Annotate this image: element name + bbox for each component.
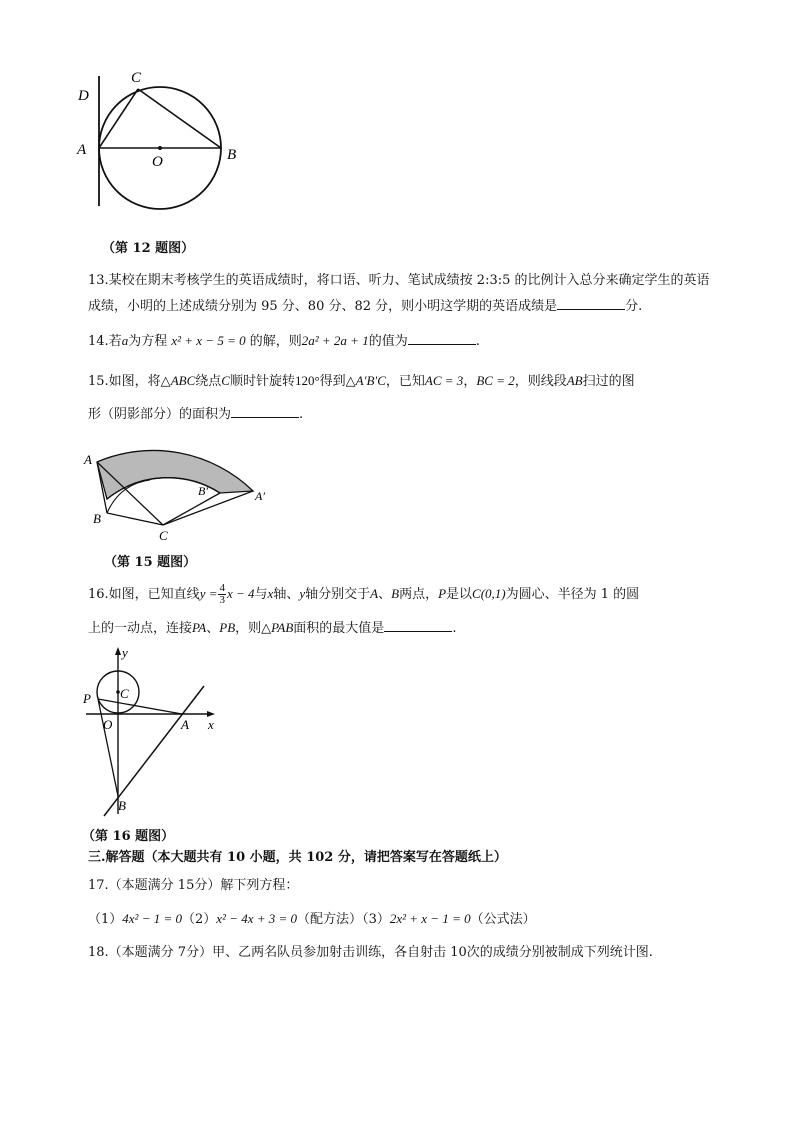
q14-mid2: 的解，则: [249, 334, 302, 349]
q15-t3: 顺时针旋转: [229, 374, 295, 389]
label-b: B: [93, 511, 101, 526]
label-b: B: [118, 798, 126, 813]
q14-expression: 2a² + 2a + 1: [301, 333, 369, 348]
label-y: y: [122, 645, 128, 660]
shaded-region: [97, 450, 253, 499]
q13-unit: 分.: [625, 299, 643, 314]
q17-p3-note: （公式法）: [470, 912, 536, 927]
segment-cbp: [163, 493, 220, 525]
q15-answer-blank: [231, 405, 299, 418]
q16-t8: 上的一动点，连接: [88, 621, 193, 636]
q16-a: A: [370, 586, 379, 601]
q14-suffix: 的值为: [368, 334, 408, 349]
section-3-heading: 三.解答题（本大题共有 10 小题，共 102 分，请把答案写在答题纸上）: [88, 850, 507, 865]
q16-t6: 是以: [446, 587, 473, 602]
label-b-prime: B′: [198, 484, 208, 498]
figure-12-caption: （第 12 题图）: [102, 241, 195, 256]
q15-abc2: A′B′C: [355, 373, 386, 388]
q17-title: 17.（本题满分 15分）解下列方程：: [88, 878, 299, 893]
q14-line: [88, 332, 480, 351]
q15-ac: AC = 3: [424, 373, 464, 388]
q15-abc: ABC: [170, 373, 196, 388]
q16-line1: [88, 583, 639, 606]
label-o: O: [152, 154, 163, 170]
q13-line2: [88, 297, 642, 316]
figure-12: [70, 62, 260, 212]
center-point-o: [158, 146, 162, 150]
q15-t9: .: [299, 407, 304, 422]
q17-p2-label: （2）: [182, 912, 217, 927]
q16-fraction: [218, 583, 226, 606]
q15-t5: ，已知: [385, 374, 425, 389]
q17-p3-label: （3）: [362, 912, 390, 927]
q16-t10: 面积的最大值是: [293, 621, 385, 636]
q16-frac-den: 3: [219, 594, 225, 606]
q16-pb: PB: [219, 620, 236, 635]
figure-16-caption: （第 16 题图）: [82, 829, 175, 844]
figure-15-caption: （第 15 题图）: [104, 555, 197, 570]
figure-15: [80, 428, 280, 553]
q15-t2: 绕点: [195, 374, 222, 389]
label-c: C: [131, 70, 142, 86]
q15-t4: 得到△: [319, 374, 356, 389]
q14-end: .: [475, 334, 480, 349]
q16-dun2: 、: [206, 621, 220, 636]
q16-y: y: [299, 586, 306, 601]
q16-t7: 为圆心、半径为 1 的圆: [505, 587, 640, 602]
q16-line-expr: x − 4: [226, 586, 255, 601]
segment-cap: [163, 491, 253, 525]
q14-answer-blank: [408, 332, 476, 345]
q14-equation: x² + x − 5 = 0: [171, 333, 246, 348]
line-ab: [104, 686, 204, 816]
q15-angle: 120°: [294, 373, 320, 388]
q16-t9: ，则△: [235, 621, 272, 636]
q16-line2: [88, 619, 456, 638]
q17-p3-eq: 2x² + x − 1 = 0: [389, 911, 471, 926]
q16-pab: PAB: [271, 620, 294, 635]
q15-c: C: [221, 373, 230, 388]
q16-t5: 两点，: [399, 587, 439, 602]
q15-t7: 扫过的图: [582, 374, 635, 389]
q15-ab: AB: [566, 373, 583, 388]
q16-answer-blank: [384, 619, 452, 632]
label-a: A: [84, 452, 92, 467]
q15-line1: [88, 372, 635, 391]
q16-t11: .: [452, 621, 457, 636]
label-a-prime: A′: [255, 489, 265, 503]
q16-frac-num: 4: [219, 582, 225, 594]
q16-t1: 16.如图，已知直线: [88, 587, 200, 602]
q16-t3: 轴、: [273, 587, 300, 602]
q17-p1-eq: 4x² − 1 = 0: [122, 911, 182, 926]
label-x: x: [208, 717, 214, 732]
q17-p1-label: （1）: [88, 912, 123, 927]
q16-b: B: [391, 586, 400, 601]
q16-yeq: y =: [199, 586, 218, 601]
q14-prefix: 14.若: [88, 334, 122, 349]
q13-answer-blank: [557, 297, 625, 310]
label-c: C: [159, 528, 168, 543]
q16-p: P: [438, 586, 447, 601]
chord-cb: [138, 89, 221, 148]
q17-p2-note: （配方法）: [297, 912, 363, 927]
q16-t4: 轴分别交于: [305, 587, 371, 602]
q15-t1: 15.如图，将△: [88, 374, 171, 389]
q16-pa: PA: [192, 620, 207, 635]
q17-parts: [88, 910, 536, 929]
q16-t2: 与: [254, 587, 268, 602]
q15-bc: BC = 2: [476, 373, 515, 388]
q15-t8: 形（阴影部分）的面积为: [88, 407, 232, 422]
label-c: C: [120, 686, 129, 701]
q16-x: x: [267, 586, 274, 601]
q15-comma: ，: [463, 374, 477, 389]
q13-text: 成绩，小明的上述成绩分别为 95 分、80 分、82 分，则小明这学期的英语成绩是: [88, 299, 558, 314]
label-b: B: [227, 147, 237, 163]
figure-16: [78, 644, 228, 824]
q14-var: a: [121, 333, 129, 348]
q17-p2-eq: x² − 4x + 3 = 0: [216, 911, 298, 926]
q14-mid: 为方程: [128, 334, 168, 349]
label-p: P: [83, 691, 91, 706]
label-a: A: [181, 717, 189, 732]
label-o: O: [103, 717, 113, 732]
segment-bc: [107, 513, 163, 525]
label-a: A: [77, 142, 87, 158]
q15-t6: ，则线段: [514, 374, 567, 389]
q16-dun: 、: [378, 587, 392, 602]
label-d: D: [78, 88, 89, 104]
q16-cpt: C(0,1): [472, 586, 506, 601]
q15-line2: [88, 405, 303, 424]
q13-line1: 13.某校在期末考核学生的英语成绩时，将口语、听力、笔试成绩按 2:3:5 的比例计入总分来确定学生的英语: [88, 273, 710, 288]
chord-ac: [99, 89, 138, 148]
q18-text: 18.（本题满分 7分）甲、乙两名队员参加射击训练，各自射击 10次的成绩分别被制成下列统计图.: [88, 945, 653, 960]
y-axis-arrow: [115, 647, 121, 655]
